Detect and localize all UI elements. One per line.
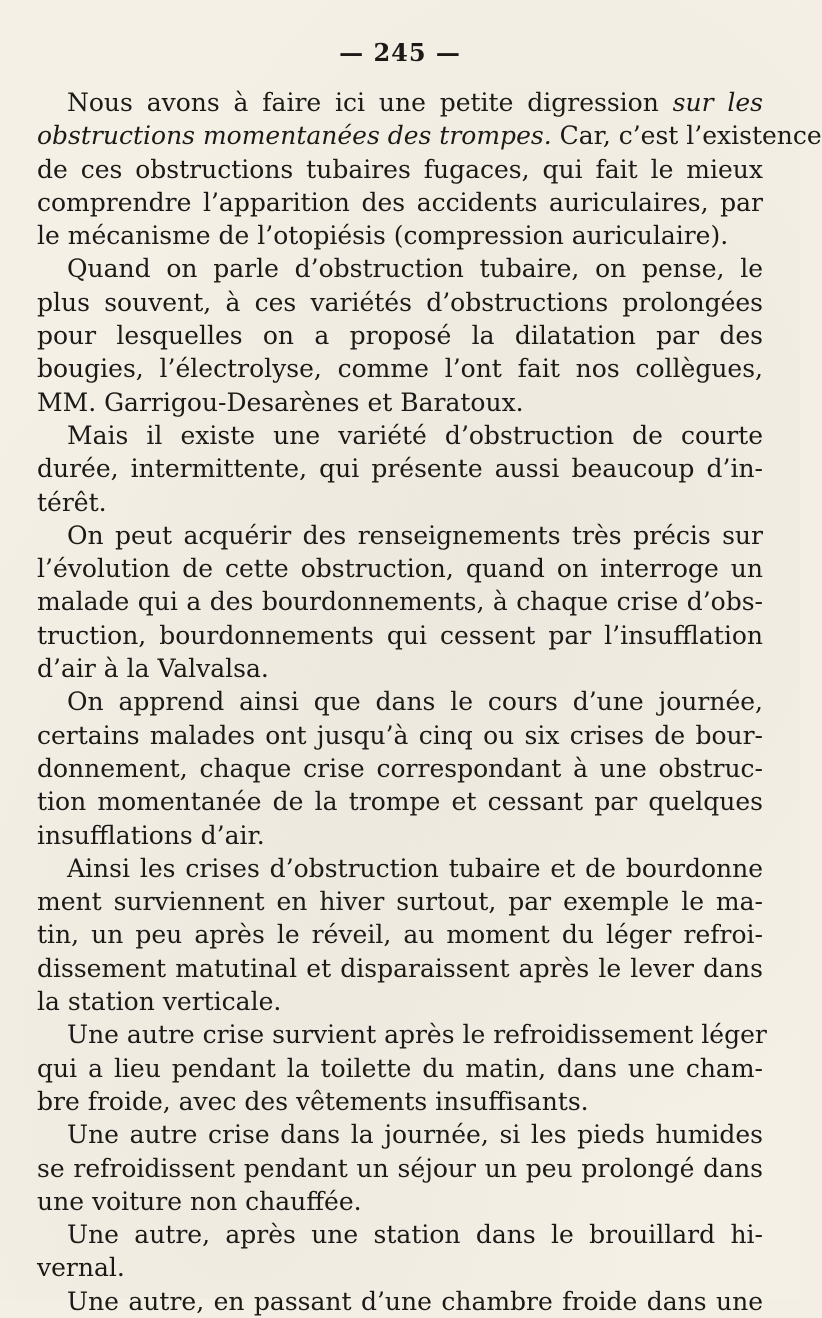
paragraph <box>37 519 763 685</box>
text-line <box>37 819 763 852</box>
page-number: — 245 — <box>339 38 461 67</box>
text-run: tin, un peu après le réveil, au moment du léger refroi- <box>37 920 763 950</box>
text-run: On apprend ainsi que dans le cours d’une journée, <box>67 687 763 717</box>
text-run: vernal. <box>37 1253 125 1283</box>
text-line <box>37 619 763 652</box>
text-line <box>37 918 763 951</box>
text-line <box>37 1118 763 1151</box>
text-line <box>37 1218 763 1251</box>
text-run: donnement, chaque crise correspondant à une obstruc- <box>37 753 763 783</box>
text-run: insufflations d’air. <box>37 820 265 850</box>
paragraph <box>37 1218 763 1285</box>
text-line <box>37 685 763 718</box>
paragraph <box>37 1285 763 1318</box>
text-line <box>37 1018 767 1051</box>
paragraph <box>37 1118 763 1218</box>
italic-text: sur les <box>672 88 763 117</box>
paragraph <box>37 685 763 851</box>
text-line <box>37 119 822 152</box>
text-line <box>37 752 763 785</box>
text-run: ment surviennent en hiver surtout, par exemple le ma- <box>37 887 763 917</box>
text-run: pour lesquelles on a proposé la dilatation par des <box>37 321 763 351</box>
paragraph <box>37 252 763 418</box>
text-run: Quand on parle d’obstruction tubaire, on pense, le <box>67 254 763 284</box>
text-line <box>37 252 763 285</box>
text-line <box>37 519 763 552</box>
text-line <box>37 186 763 219</box>
text-line <box>37 985 763 1018</box>
text-line <box>37 585 763 618</box>
text-line <box>37 352 763 385</box>
body-text <box>37 86 822 1318</box>
text-run: térêt. <box>37 487 107 517</box>
text-line <box>37 885 763 918</box>
text-run: Une autre crise dans la journée, si les pieds humides <box>67 1120 763 1150</box>
text-line <box>37 719 763 752</box>
text-run: plus souvent, à ces variétés d’obstructions prolongées <box>37 287 763 317</box>
text-run: se refroidissent pendant un séjour un peu prolongé dans <box>37 1153 763 1183</box>
text-run: Ainsi les crises d’obstruction tubaire et de bourdonne <box>67 853 763 883</box>
text-run: Nous avons à faire ici une petite digression <box>67 88 673 117</box>
text-line <box>37 652 763 685</box>
text-run: de ces obstructions tubaires fugaces, qui fait le mieux <box>37 154 763 184</box>
text-run: On peut acquérir des renseignements très précis sur <box>67 520 763 550</box>
text-line <box>37 153 763 186</box>
text-run: dissement matutinal et disparaissent après le lever dans <box>37 953 763 983</box>
text-line <box>37 219 763 252</box>
text-run: d’air à la Valvalsa. <box>37 654 269 684</box>
text-line <box>37 952 763 985</box>
text-line <box>37 1052 763 1085</box>
text-run: durée, intermittente, qui présente aussi beaucoup d’in- <box>37 454 763 484</box>
text-line <box>37 1185 763 1218</box>
text-line <box>37 452 763 485</box>
text-run: l’évolution de cette obstruction, quand on interroge un <box>37 554 763 584</box>
text-line <box>37 386 763 419</box>
text-line <box>37 552 763 585</box>
text-run: Une autre, en passant d’une chambre froide dans une <box>67 1286 763 1316</box>
text-run: Mais il existe une variété d’obstruction de courte <box>67 420 763 450</box>
text-run: truction, bourdonnements qui cessent par l’insufflation <box>37 620 763 650</box>
text-line <box>37 852 763 885</box>
paragraph <box>37 419 763 519</box>
paragraph <box>37 1018 767 1118</box>
paragraph <box>37 852 763 1018</box>
text-line <box>37 286 763 319</box>
italic-text: obstructions momentanées des trompes. <box>37 121 552 151</box>
text-line <box>37 86 763 119</box>
text-run: MM. Garrigou-Desarènes et Baratoux. <box>37 387 524 417</box>
text-line <box>37 1285 763 1318</box>
text-run: une voiture non chauffée. <box>37 1186 362 1216</box>
text-run: comprendre l’apparition des accidents auriculaires, par <box>37 187 763 217</box>
text-line <box>37 785 763 818</box>
text-run: qui a lieu pendant la toilette du matin, dans une cham- <box>37 1053 763 1083</box>
text-line <box>37 419 763 452</box>
text-run: Une autre crise survient après le refroidissement léger <box>67 1020 767 1050</box>
text-run: la station verticale. <box>37 987 282 1017</box>
paragraph <box>37 86 822 252</box>
text-line <box>37 1251 763 1284</box>
text-run: Une autre, après une station dans le brouillard hi- <box>67 1220 763 1250</box>
text-run: malade qui a des bourdonnements, à chaque crise d’obs- <box>37 587 763 617</box>
text-line <box>37 1085 763 1118</box>
text-run: bougies, l’électrolyse, comme l’ont fait nos collègues, <box>37 354 763 384</box>
text-run: tion momentanée de la trompe et cessant par quelques <box>37 787 763 817</box>
text-line <box>37 1152 763 1185</box>
text-run: certains malades ont jusqu’à cinq ou six crises de bour- <box>37 720 763 750</box>
text-run: Car, c’est l’existence <box>551 121 822 151</box>
text-line <box>37 486 763 519</box>
text-run: bre froide, avec des vêtements insuffisants. <box>37 1086 589 1116</box>
text-line <box>37 319 763 352</box>
text-run: le mécanisme de l’otopiésis (compression auriculaire). <box>37 221 729 251</box>
